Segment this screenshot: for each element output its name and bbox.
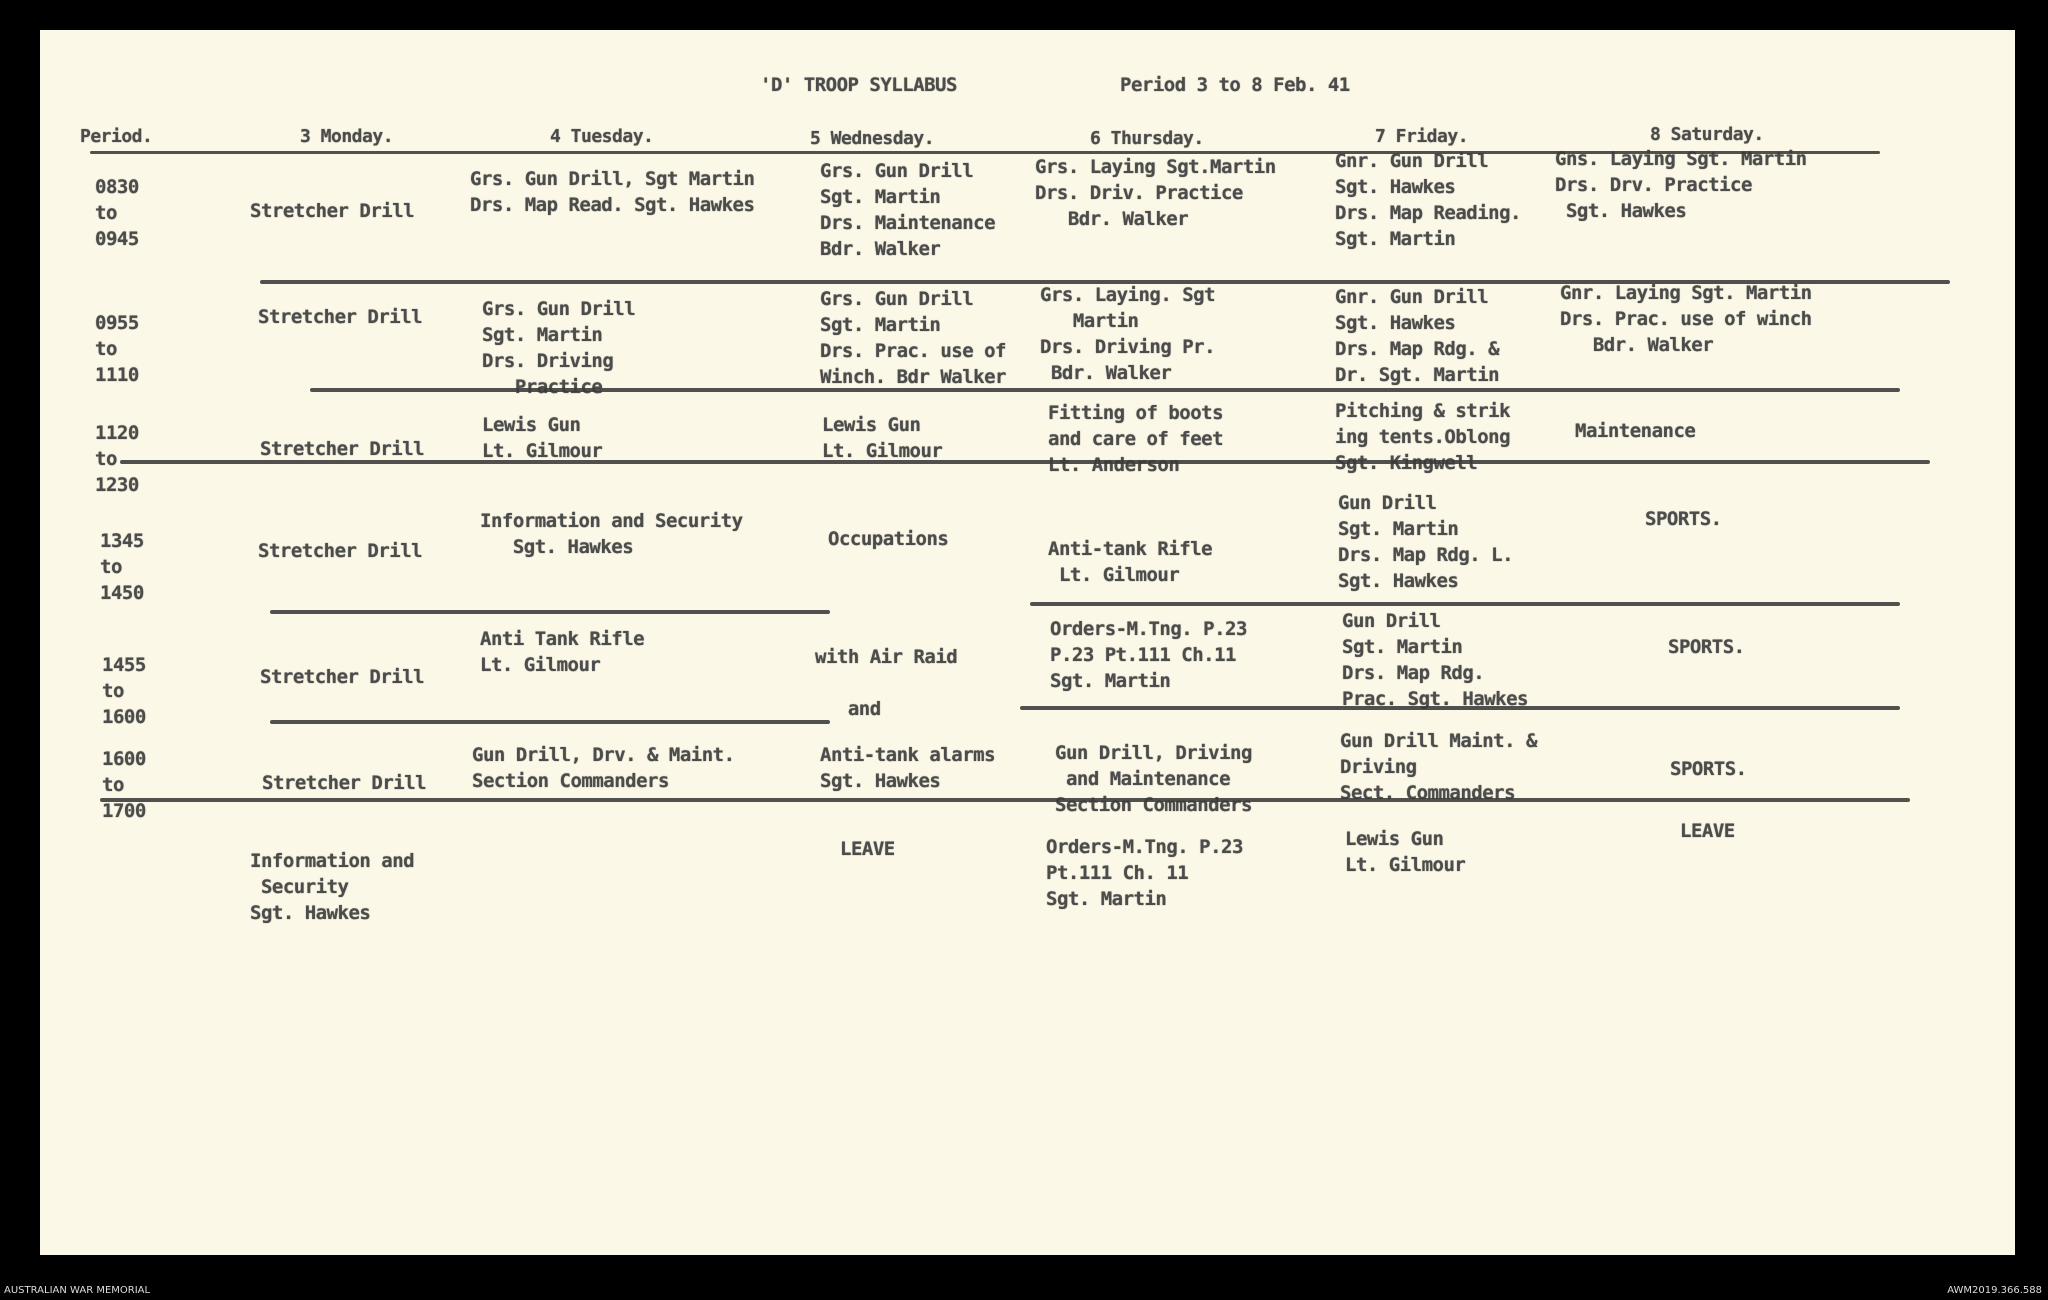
row2-tuesday: Grs. Gun Drill Sgt. Martin Drs. Driving Practice <box>482 298 636 398</box>
row5-period: 1455 to 1600 <box>102 654 146 728</box>
row3-saturday: Maintenance <box>1575 420 1696 442</box>
row6-tuesday: Gun Drill, Drv. & Maint. Section Commanders <box>472 744 735 792</box>
row1-friday: Gnr. Gun Drill Sgt. Hawkes Drs. Map Reading. Sgt. Martin <box>1335 150 1521 250</box>
col-saturday: 8 Saturday. <box>1650 124 1764 145</box>
row1-monday: Stretcher Drill <box>250 200 415 222</box>
document-title: 'D' TROOP SYLLABUS <box>760 74 957 96</box>
col-thursday: 6 Thursday. <box>1090 128 1204 149</box>
row2-thursday: Grs. Laying. Sgt Martin Drs. Driving Pr. Bdr. Walker <box>1040 284 1216 384</box>
row7-saturday: LEAVE <box>1680 820 1735 842</box>
row1-saturday: Gns. Laying Sgt. Martin Drs. Drv. Practice Sgt. Hawkes <box>1555 148 1807 222</box>
row5-tuesday: Anti Tank Rifle Lt. Gilmour <box>480 628 645 676</box>
footer-accession: AWM2019.366.588 <box>1947 1285 2042 1296</box>
row2-friday: Gnr. Gun Drill Sgt. Hawkes Drs. Map Rdg. & Dr. Sgt. Martin <box>1335 286 1500 386</box>
col-tuesday: 4 Tuesday. <box>550 126 654 147</box>
col-wednesday: 5 Wednesday. <box>810 128 935 149</box>
row1-wednesday: Grs. Gun Drill Sgt. Martin Drs. Maintenance Bdr. Walker <box>820 160 996 260</box>
row4-tuesday: Information and Security Sgt. Hawkes <box>480 510 743 558</box>
row3-wednesday: Lewis Gun Lt. Gilmour <box>822 414 943 462</box>
row1-thursday: Grs. Laying Sgt.Martin Drs. Driv. Practice Bdr. Walker <box>1035 156 1276 230</box>
rule-row-4-right <box>1030 602 1900 606</box>
row6-wednesday: Anti-tank alarms Sgt. Hawkes <box>820 744 996 792</box>
row4-friday: Gun Drill Sgt. Martin Drs. Map Rdg. L. Sgt. Hawkes <box>1338 492 1514 592</box>
document-period: Period 3 to 8 Feb. 41 <box>1120 74 1350 96</box>
document-page <box>40 30 2015 1255</box>
row1-period: 0830 to 0945 <box>95 176 139 250</box>
row5-friday: Gun Drill Sgt. Martin Drs. Map Rdg. Prac. Sgt. Hawkes <box>1342 610 1528 710</box>
row4-period: 1345 to 1450 <box>100 530 144 604</box>
col-friday: 7 Friday. <box>1375 126 1469 147</box>
row7-thursday: Orders-M.Tng. P.23 Pt.111 Ch. 11 Sgt. Martin <box>1046 836 1243 910</box>
col-monday: 3 Monday. <box>300 126 394 147</box>
rule-row-5-left <box>270 720 830 724</box>
row6-period: 1600 to 1700 <box>102 748 146 822</box>
row1-tuesday: Grs. Gun Drill, Sgt Martin Drs. Map Read. Sgt. Hawkes <box>470 168 755 216</box>
footer-credit: AUSTRALIAN WAR MEMORIAL <box>4 1285 151 1296</box>
row5-monday: Stretcher Drill <box>260 666 425 688</box>
row5-thursday: Orders-M.Tng. P.23 P.23 Pt.111 Ch.11 Sgt. Martin <box>1050 618 1247 692</box>
row4-monday: Stretcher Drill <box>258 540 423 562</box>
row6-saturday: SPORTS. <box>1670 758 1747 780</box>
row4-saturday: SPORTS. <box>1645 508 1722 530</box>
row3-friday: Pitching & strik ing tents.Oblong Sgt. Kingwell <box>1335 400 1511 474</box>
row3-tuesday: Lewis Gun Lt. Gilmour <box>482 414 603 462</box>
row2-period: 0955 to 1110 <box>95 312 139 386</box>
row3-period: 1120 to 1230 <box>95 422 139 496</box>
row5-saturday: SPORTS. <box>1668 636 1745 658</box>
row6-monday: Stretcher Drill <box>262 772 427 794</box>
row5-wednesday: with Air Raid and <box>815 646 958 720</box>
rule-row-6 <box>100 798 1910 802</box>
row2-wednesday: Grs. Gun Drill Sgt. Martin Drs. Prac. use of Winch. Bdr Walker <box>820 288 1006 388</box>
rule-row-4-left <box>270 610 830 614</box>
row7-friday: Lewis Gun Lt. Gilmour <box>1345 828 1466 876</box>
row6-thursday: Gun Drill, Driving and Maintenance Section Commanders <box>1055 742 1252 816</box>
row7-wednesday: LEAVE <box>840 838 895 860</box>
col-period: Period. <box>80 126 153 147</box>
row4-thursday: Anti-tank Rifle Lt. Gilmour <box>1048 538 1213 586</box>
row2-saturday: Gnr. Laying Sgt. Martin Drs. Prac. use of winch Bdr. Walker <box>1560 282 1812 356</box>
row3-thursday: Fitting of boots and care of feet Lt. Anderson <box>1048 402 1224 476</box>
row2-monday: Stretcher Drill <box>258 306 423 328</box>
row3-monday: Stretcher Drill <box>260 438 425 460</box>
row4-wednesday: Occupations <box>828 528 949 550</box>
row6-friday: Gun Drill Maint. & Driving Sect. Commanders <box>1340 730 1537 804</box>
row7-monday: Information and Security Sgt. Hawkes <box>250 850 415 924</box>
